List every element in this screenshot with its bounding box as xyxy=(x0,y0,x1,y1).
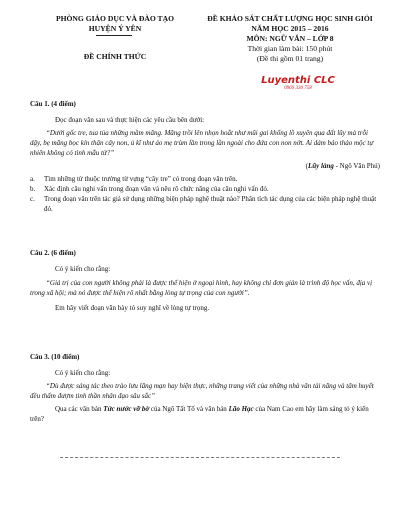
question-1 xyxy=(30,99,380,214)
header-divider xyxy=(96,35,132,36)
subject: MÔN: NGỮ VĂN – LỚP 8 xyxy=(246,34,334,43)
department-name: PHÒNG GIÁO DỤC VÀ ĐÀO TẠO xyxy=(55,14,175,23)
source-title: Lũy làng xyxy=(307,162,334,170)
watermark-brand: Luyenthi CLC xyxy=(261,75,335,86)
list-item: b. Xác định câu nghi vấn trong đoạn văn và nêu rõ chức năng của câu nghi vấn đó. xyxy=(30,185,269,193)
exam-title: ĐỀ KHẢO SÁT CHẤT LƯỢNG HỌC SINH GIỎI xyxy=(207,14,373,23)
question-1-quote: “Dưới gốc tre, tua tủa những mầm măng. Măng trồi lên nhọn hoắt như mũi gai khổng lồ xuyên qua đất lũy mà trỗi dậy, bẹ măng bọc kín thân cây non, ủ kĩ như áo mẹ trùm lần trong lần ngoài cho đứa con non nớt. Ai dám bảo thảo mộc tự nhiên không có tình mẫu tử?” xyxy=(30,129,374,157)
question-3 xyxy=(30,352,380,424)
exam-title-block xyxy=(190,14,390,64)
question-2-intro: Có ý kiến cho rằng: xyxy=(55,265,111,273)
end-divider xyxy=(60,457,340,458)
question-1-heading: Câu 1. (4 điểm) xyxy=(30,100,76,108)
question-3-quote: “Dù được sáng tác theo trào lưu lãng mạn hay hiện thực, những trang viết của những nhà văn tài năng và tâm huyết đều thấm đượm tinh thần nhân đạo sâu sắc” xyxy=(30,382,374,400)
question-3-heading: Câu 3. (10 điểm) xyxy=(30,353,80,361)
question-1-source: (Lũy làng - Ngô Văn Phú) xyxy=(305,162,380,170)
page-count: (Đề thi gồm 01 trang) xyxy=(256,54,324,63)
time-limit: Thời gian làm bài: 150 phút xyxy=(247,44,333,53)
question-2 xyxy=(30,248,380,313)
question-2-heading: Câu 2. (6 điểm) xyxy=(30,249,76,257)
list-item: c. Trong đoạn văn trên tác giả sử dụng những biện pháp nghệ thuật nào? Phân tích tác dụng của các biện pháp nghệ thuật đó. xyxy=(30,195,377,213)
watermark-phone: 0969 330 758 xyxy=(284,86,312,91)
question-3-intro: Có ý kiến cho rằng: xyxy=(55,369,111,377)
source-author: - Ngô Văn Phú) xyxy=(333,162,380,170)
question-2-quote: “Giá trị của con người không phải là được thể hiện ở ngoại hình, hay không chỉ đơn giản là trình độ học vấn, địa vị trong xã hội; mà nó được thể hiện rõ nhất bằng lòng tự trọng của con người”. xyxy=(30,279,373,297)
question-2-task: Em hãy viết đoạn văn bày tỏ suy nghĩ về lòng tự trọng. xyxy=(55,304,210,312)
list-item: a. Tìm những từ thuộc trường từ vựng “cây tre” có trong đoạn văn trên. xyxy=(30,175,238,183)
watermark-logo xyxy=(258,75,338,91)
question-1-items xyxy=(30,174,380,214)
official-label: ĐỀ CHÍNH THỨC xyxy=(83,52,147,61)
work-title-1: Tức nước vỡ bờ xyxy=(103,405,150,413)
district-name: HUYỆN Ý YÊN xyxy=(88,24,142,33)
work-title-2: Lão Hạc xyxy=(228,405,254,413)
department-header xyxy=(40,14,190,34)
school-year: NĂM HỌC 2015 – 2016 xyxy=(251,24,329,33)
question-1-intro: Đọc đoạn văn sau và thực hiện các yêu cầu bên dưới: xyxy=(55,116,205,124)
question-3-task: Qua các văn bản Tức nước vỡ bờ của Ngô Tất Tố và văn bản Lão Hạc của Nam Cao em hãy làm sáng tỏ ý kiến trên? xyxy=(30,405,369,423)
